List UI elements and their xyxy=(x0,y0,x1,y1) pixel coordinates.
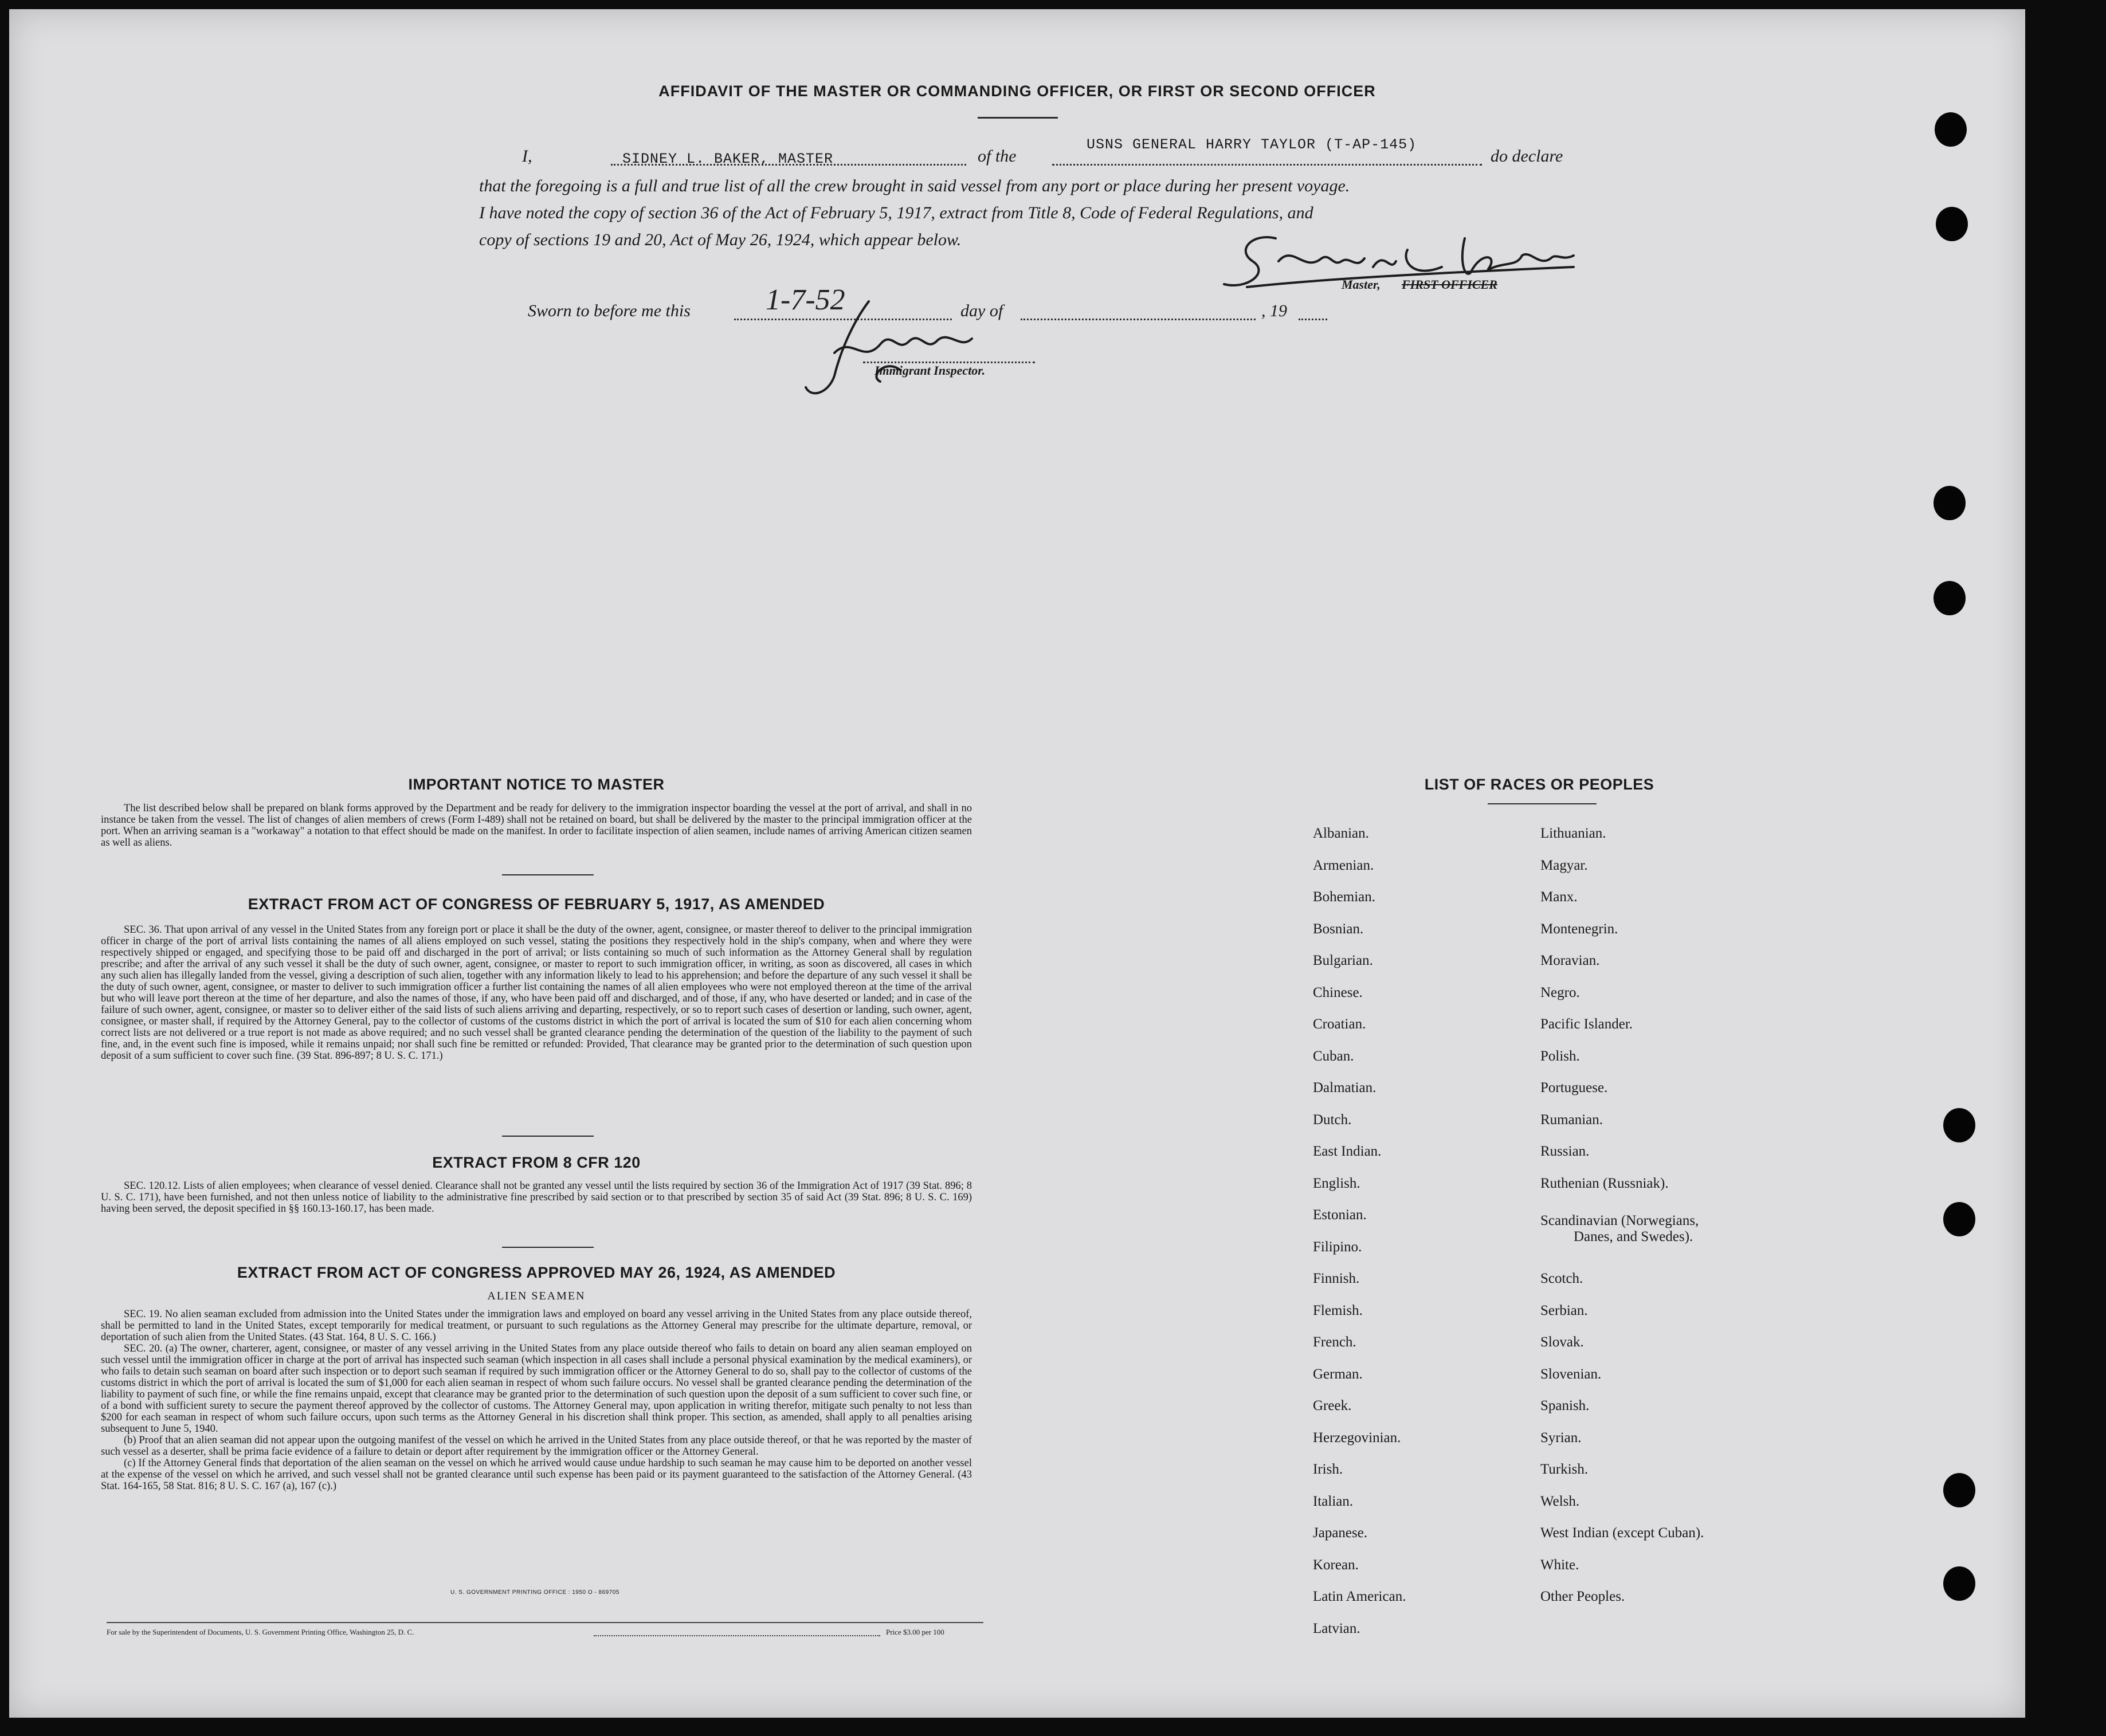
sworn-label: Sworn to before me this xyxy=(528,301,691,320)
race-item: Herzegovinian. xyxy=(1313,1429,1401,1446)
race-item: Korean. xyxy=(1313,1557,1359,1573)
sec-120-paragraph: SEC. 120.12. Lists of alien employees; when clearance of vessel denied. Clearance shall not be granted any vessel until the lists required by section 36 of the Immigration Act of 1917 (39 Stat. 896; 8 U. S. C. 171), have been furnished, and not then unless notice of liability to the administrative fine prescribed by said section or to that prescribed by section 35 of said Act (39 Stat. 896; 8 U. S. C. 169) having been served, the deposit specified in §§ 160.13-160.17, has been made. xyxy=(101,1180,972,1215)
sec-36-paragraph: SEC. 36. That upon arrival of any vessel in the United States from any foreign port or place it shall be the duty of the owner, agent, consignee, or master thereof to deliver to the principal immigration officer in charge of the port of arrival lists containing the names of all aliens employed on such vessel, stating the positions they respectively hold in the ship's company, when and where they were respectively shipped or engaged, and specifying those to be paid off and discharged in the port of arrival; or lists containing so much of such information as the Attorney General shall by regulation prescribe; and after the arrival of any such vessel it shall be the duty of such owner, agent, consignee, or master to report to such immigration officer, in writing, as soon as discovered, all cases in which any such alien has illegally landed from the vessel, giving a description of such alien, together with any information likely to lead to his apprehension; and before the departure of any such vessel it shall be the duty of such owner, agent, consignee, or master to deliver to such immigration officer a further list containing the names of all alien employees who were not employed thereon at the time of the arrival but who will leave port thereon at the time of her departure, and also the names of those, if any, who have been paid off and discharged, and of those, if any, who have deserted or landed; and in case of the failure of such owner, agent, consignee, or master so to deliver either of the said lists of such aliens arriving and departing, respectively, or so to report such cases of desertion or landing, such owner, agent, consignee, or master shall, if required by the Attorney General, pay to the collector of customs of the customs district in which the port of arrival is located the sum of $10 for each alien concerning whom correct lists are not delivered or a true report is not made as above required; and no such vessel shall be granted clearance pending the determination of the question of the liability to the payment of such fine, and, in the event such fine is imposed, while it remains unpaid; nor shall such fine be remitted or refunded: Provided, That clearance may be granted prior to the determination of such question upon deposit of a sum sufficient to cover such fine. (39 Stat. 896-897; 8 U. S. C. 171.) xyxy=(101,924,972,1062)
extract-1917-text xyxy=(101,924,972,1062)
footer-rule xyxy=(107,1622,983,1623)
races-column-1 xyxy=(1313,826,1406,1652)
affidavit-line-4: copy of sections 19 and 20, Act of May 26, 1924, which appear below. xyxy=(479,230,962,249)
footer-sale-note: For sale by the Superintendent of Documents, U. S. Government Printing Office, Washington 25, D. C. xyxy=(107,1628,414,1636)
race-item: French. xyxy=(1313,1334,1356,1350)
race-item: Ruthenian (Russniak). xyxy=(1540,1175,1669,1191)
document-page xyxy=(9,9,2025,1718)
alien-seamen-subheading: ALIEN SEAMEN xyxy=(487,1290,586,1302)
race-item: Bohemian. xyxy=(1313,889,1376,905)
inspector-signature xyxy=(800,290,1041,404)
race-item: Manx. xyxy=(1540,889,1578,905)
printing-office-line: U. S. GOVERNMENT PRINTING OFFICE : 1950 O - 869705 xyxy=(450,1589,619,1596)
race-item: East Indian. xyxy=(1313,1144,1382,1159)
race-item: Scotch. xyxy=(1540,1271,1583,1286)
race-item: Rumanian. xyxy=(1540,1111,1603,1128)
races-column-2 xyxy=(1540,826,1704,1621)
race-item: Welsh. xyxy=(1540,1493,1580,1509)
struck-officer-label: FIRST OFFICER xyxy=(1402,277,1497,292)
races-heading: LIST OF RACES OR PEOPLES xyxy=(1424,776,1654,793)
footer-leader xyxy=(594,1635,880,1636)
race-item: White. xyxy=(1540,1557,1579,1573)
race-item: Irish. xyxy=(1313,1462,1343,1477)
master-label: Master, xyxy=(1342,277,1381,292)
punch-hole xyxy=(1943,1566,1975,1601)
punch-hole xyxy=(1934,581,1966,615)
section-rule xyxy=(502,874,594,875)
race-item: Dalmatian. xyxy=(1313,1080,1376,1095)
race-item: Japanese. xyxy=(1313,1525,1368,1541)
race-item: Italian. xyxy=(1313,1493,1354,1509)
race-item: Serbian. xyxy=(1540,1302,1588,1318)
race-item: Cuban. xyxy=(1313,1048,1354,1064)
section-rule xyxy=(502,1136,594,1137)
punch-hole xyxy=(1943,1108,1975,1142)
race-item-multiline xyxy=(1540,1207,1704,1271)
inspector-label: Immigrant Inspector. xyxy=(874,363,986,378)
sworn-date: 1-7-52 xyxy=(766,284,845,316)
race-item: Magyar. xyxy=(1540,857,1588,873)
race-item: Moravian. xyxy=(1540,953,1600,968)
races-rule xyxy=(1488,803,1597,804)
race-item: Albanian. xyxy=(1313,826,1369,841)
affidavit-line-2: that the foregoing is a full and true list of all the crew brought in said vessel from any port or place during her present voyage. xyxy=(479,176,1350,195)
punch-hole xyxy=(1936,207,1968,241)
extract-cfr-heading: EXTRACT FROM 8 CFR 120 xyxy=(432,1154,641,1171)
extract-cfr-text xyxy=(101,1180,972,1215)
race-item: Slovenian. xyxy=(1540,1366,1602,1382)
notice-text xyxy=(101,803,972,849)
race-item: Latin American. xyxy=(1313,1589,1406,1604)
race-item: West Indian (except Cuban). xyxy=(1540,1525,1704,1541)
affidavit-of-the: of the xyxy=(978,147,1017,166)
extract-1924-heading: EXTRACT FROM ACT OF CONGRESS APPROVED MAY 26, 1924, AS AMENDED xyxy=(237,1264,836,1281)
race-item: Filipino. xyxy=(1313,1239,1362,1255)
race-item: Turkish. xyxy=(1540,1462,1589,1477)
race-item: Greek. xyxy=(1313,1398,1352,1413)
master-signature xyxy=(1213,227,1579,296)
year-line xyxy=(1299,319,1327,320)
race-item: Montenegrin. xyxy=(1540,921,1618,937)
affidavit-title: AFFIDAVIT OF THE MASTER OR COMMANDING OFFICER, OR FIRST OR SECOND OFFICER xyxy=(658,83,1376,100)
race-item: Spanish. xyxy=(1540,1398,1590,1413)
month-line xyxy=(1021,319,1256,320)
race-item: Latvian. xyxy=(1313,1620,1360,1636)
footer-price: Price $3.00 per 100 xyxy=(886,1628,944,1636)
race-item: English. xyxy=(1313,1175,1360,1191)
race-item: Russian. xyxy=(1540,1144,1590,1159)
race-item: Lithuanian. xyxy=(1540,826,1606,841)
sec-19-paragraph: SEC. 19. No alien seaman excluded from admission into the United States under the immigration laws and employed on board any vessel arriving in the United States from any place outside thereof, shall be permitted to land in the United States, except temporarily for medical treatment, or pursuant to such regulations as the Attorney General may prescribe for the ultimate departure, removal, or deportation of such alien from the United States. (43 Stat. 164, 8 U. S. C. 166.) xyxy=(101,1309,972,1343)
race-item: Dutch. xyxy=(1313,1111,1352,1128)
race-item: Croatian. xyxy=(1313,1016,1366,1032)
notice-heading: IMPORTANT NOTICE TO MASTER xyxy=(408,776,665,793)
race-item: Flemish. xyxy=(1313,1302,1363,1318)
affidavit-do-declare: do declare xyxy=(1491,147,1563,166)
race-item: Polish. xyxy=(1540,1048,1580,1064)
race-item-continuation: Danes, and Swedes). xyxy=(1574,1229,1693,1244)
affidavit-line-3: I have noted the copy of section 36 of the Act of February 5, 1917, extract from Title 8, Code of Federal Regulations, and xyxy=(479,203,1313,222)
race-item: Estonian. xyxy=(1313,1207,1367,1223)
race-item: Pacific Islander. xyxy=(1540,1016,1633,1032)
day-of-label: day of xyxy=(960,301,1003,320)
vessel-line xyxy=(1052,164,1482,166)
race-item: Syrian. xyxy=(1540,1429,1582,1446)
race-item: Armenian. xyxy=(1313,857,1374,873)
punch-hole xyxy=(1934,486,1966,520)
punch-hole xyxy=(1943,1473,1975,1507)
extract-1924-text xyxy=(101,1309,972,1492)
section-rule xyxy=(502,1247,594,1248)
affidavit-i-label: I, xyxy=(522,147,532,166)
race-item: Other Peoples. xyxy=(1540,1589,1625,1604)
race-item: Negro. xyxy=(1540,984,1580,1000)
title-rule xyxy=(978,117,1058,119)
master-name: SIDNEY L. BAKER, MASTER xyxy=(622,151,834,167)
punch-hole xyxy=(1943,1202,1975,1236)
year-label: , 19 xyxy=(1261,301,1287,320)
race-item: Bulgarian. xyxy=(1313,953,1373,968)
extract-1917-heading: EXTRACT FROM ACT OF CONGRESS OF FEBRUARY 5, 1917, AS AMENDED xyxy=(248,896,825,913)
race-item: Chinese. xyxy=(1313,984,1363,1000)
race-item: Finnish. xyxy=(1313,1271,1360,1286)
sec-20b-paragraph: (b) Proof that an alien seaman did not appear upon the outgoing manifest of the vessel on which he arrived in the United States from any place outside thereof, or that he was reported by the master of such vessel as a deserter, shall be prima facie evidence of a failure to detain or deport after requirement by the immigration officer or the Attorney General. xyxy=(101,1435,972,1458)
sec-20a-paragraph: SEC. 20. (a) The owner, charterer, agent, consignee, or master of any vessel arriving in the United States from any place outside thereof who fails to detain on board any alien seaman employed on such vessel until the immigration officer in charge at the port of arrival has inspected such seaman (which inspection in all cases shall include a personal physical examination by the medical examiners), or who fails to detain such seaman on board after such inspection or to deport such seaman if required by such immigration officer or the Attorney General to do so, shall pay to the collector of customs of the customs district in which the port of arrival is located the sum of $1,000 for each alien seaman in respect of whom such failure occurs. No vessel shall be granted clearance pending the determination of the liability to payment of such fine, or while the fine remains unpaid, except that clearance may be granted prior to the determination of such question upon the deposit of a sum sufficient to cover such fine, or of a bond with sufficient surety to secure the payment thereof approved by the collector of customs. The Attorney General may, upon application in writing therefor, mitigate such penalty to not less than $200 for each seaman in respect of whom such failure occurs, upon such terms as the Attorney General in his discretion shall think proper. This section, as amended, shall apply to all penalties arising subsequent to June 5, 1940. xyxy=(101,1343,972,1435)
race-item: Portuguese. xyxy=(1540,1080,1608,1095)
race-item: Slovak. xyxy=(1540,1334,1584,1350)
punch-hole xyxy=(1935,112,1967,147)
notice-paragraph: The list described below shall be prepared on blank forms approved by the Department and be ready for delivery to the immigration inspector boarding the vessel at the port of arrival, and shall in no instance be taken from the vessel. The list of changes of alien members of crews (Form I-489) shall not be retained on board, but shall be delivered by the master to the principal immigration officer at the port. When an arriving seaman is a "workaway" a notation to that effect should be made on the manifest. In order to facilitate inspection of alien seamen, include names of arriving American citizen seamen as well as aliens. xyxy=(101,803,972,849)
race-item: German. xyxy=(1313,1366,1363,1382)
vessel-name: USNS GENERAL HARRY TAYLOR (T-AP-145) xyxy=(1087,136,1417,153)
race-item: Bosnian. xyxy=(1313,921,1364,937)
race-item: Scandinavian (Norwegians, xyxy=(1540,1213,1699,1228)
sec-20c-paragraph: (c) If the Attorney General finds that deportation of the alien seaman on the vessel on which he arrived would cause undue hardship to such seaman he may cause him to be deported on another vessel at the expense of the vessel on which he arrived, and such vessel shall not be granted clearance until such expense has been paid or its payment guaranteed to the satisfaction of the Attorney General. (43 Stat. 164-165, 58 Stat. 816; 8 U. S. C. 167 (a), 167 (c).) xyxy=(101,1458,972,1492)
